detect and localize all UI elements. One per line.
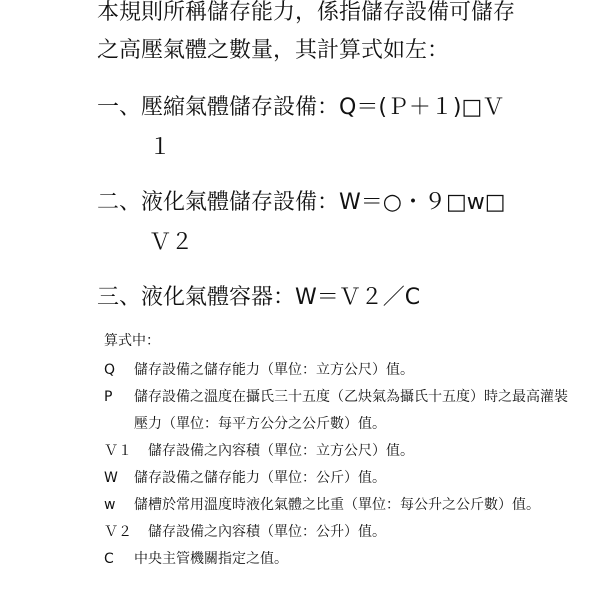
legend-description: 儲存設備之儲存能力（單位：立方公尺）值。 — [134, 362, 414, 378]
legend-item-c — [104, 546, 574, 573]
legend-item-q — [104, 357, 574, 384]
legend-item-v2 — [104, 519, 574, 546]
legend-description: 中央主管機關指定之值。 — [134, 551, 288, 567]
formula-liquefied-gas-storage — [97, 183, 506, 263]
legend-symbol: Ｖ１ — [104, 443, 132, 459]
legend-item-p — [104, 384, 574, 438]
legend-symbol: C — [104, 551, 114, 567]
legend-item-w-lower — [104, 492, 574, 519]
legend-item-v1 — [104, 438, 574, 465]
legend-description: 儲存設備之儲存能力（單位：公斤）值。 — [134, 470, 386, 486]
intro-line-1: 本規則所稱儲存能力，係指儲存設備可儲存 — [97, 0, 516, 25]
legend-symbol: P — [104, 389, 113, 405]
legend-symbol: W — [104, 470, 118, 486]
formula-1-line-1: 一、壓縮氣體儲存設備：Q＝(Ｐ＋１)□Ｖ — [97, 95, 505, 120]
legend-symbol: Ｖ２ — [104, 524, 132, 540]
legend-symbol: w — [104, 497, 116, 513]
intro-paragraph — [97, 0, 577, 70]
legend-description: 儲存設備之內容積（單位：立方公尺）值。 — [148, 443, 414, 459]
legend-description: 儲存設備之溫度在攝氏三十五度（乙炔氣為攝氏十五度）時之最高灌裝壓力（單位：每平方公分之公斤數）值。 — [134, 389, 568, 432]
legend-description: 儲存設備之內容積（單位：公升）值。 — [148, 524, 386, 540]
variable-legend — [104, 330, 574, 573]
legend-title: 算式中： — [104, 333, 160, 349]
formula-3-line-1: 三、液化氣體容器：W＝Ｖ２／C — [97, 285, 421, 310]
formula-2-line-1: 二、液化氣體儲存設備：W＝○・９□w□ — [97, 190, 506, 215]
formula-1-line-2: １ — [149, 135, 172, 160]
legend-description: 儲槽於常用溫度時液化氣體之比重（單位：每公升之公斤數）值。 — [134, 497, 540, 513]
legend-item-w-upper — [104, 465, 574, 492]
intro-line-2: 之高壓氣體之數量，其計算式如左： — [97, 38, 450, 63]
formula-compressed-gas-storage — [97, 88, 504, 168]
legend-symbol: Q — [104, 362, 116, 378]
formula-liquefied-gas-container — [97, 278, 420, 318]
formula-2-line-2: Ｖ２ — [149, 230, 194, 255]
